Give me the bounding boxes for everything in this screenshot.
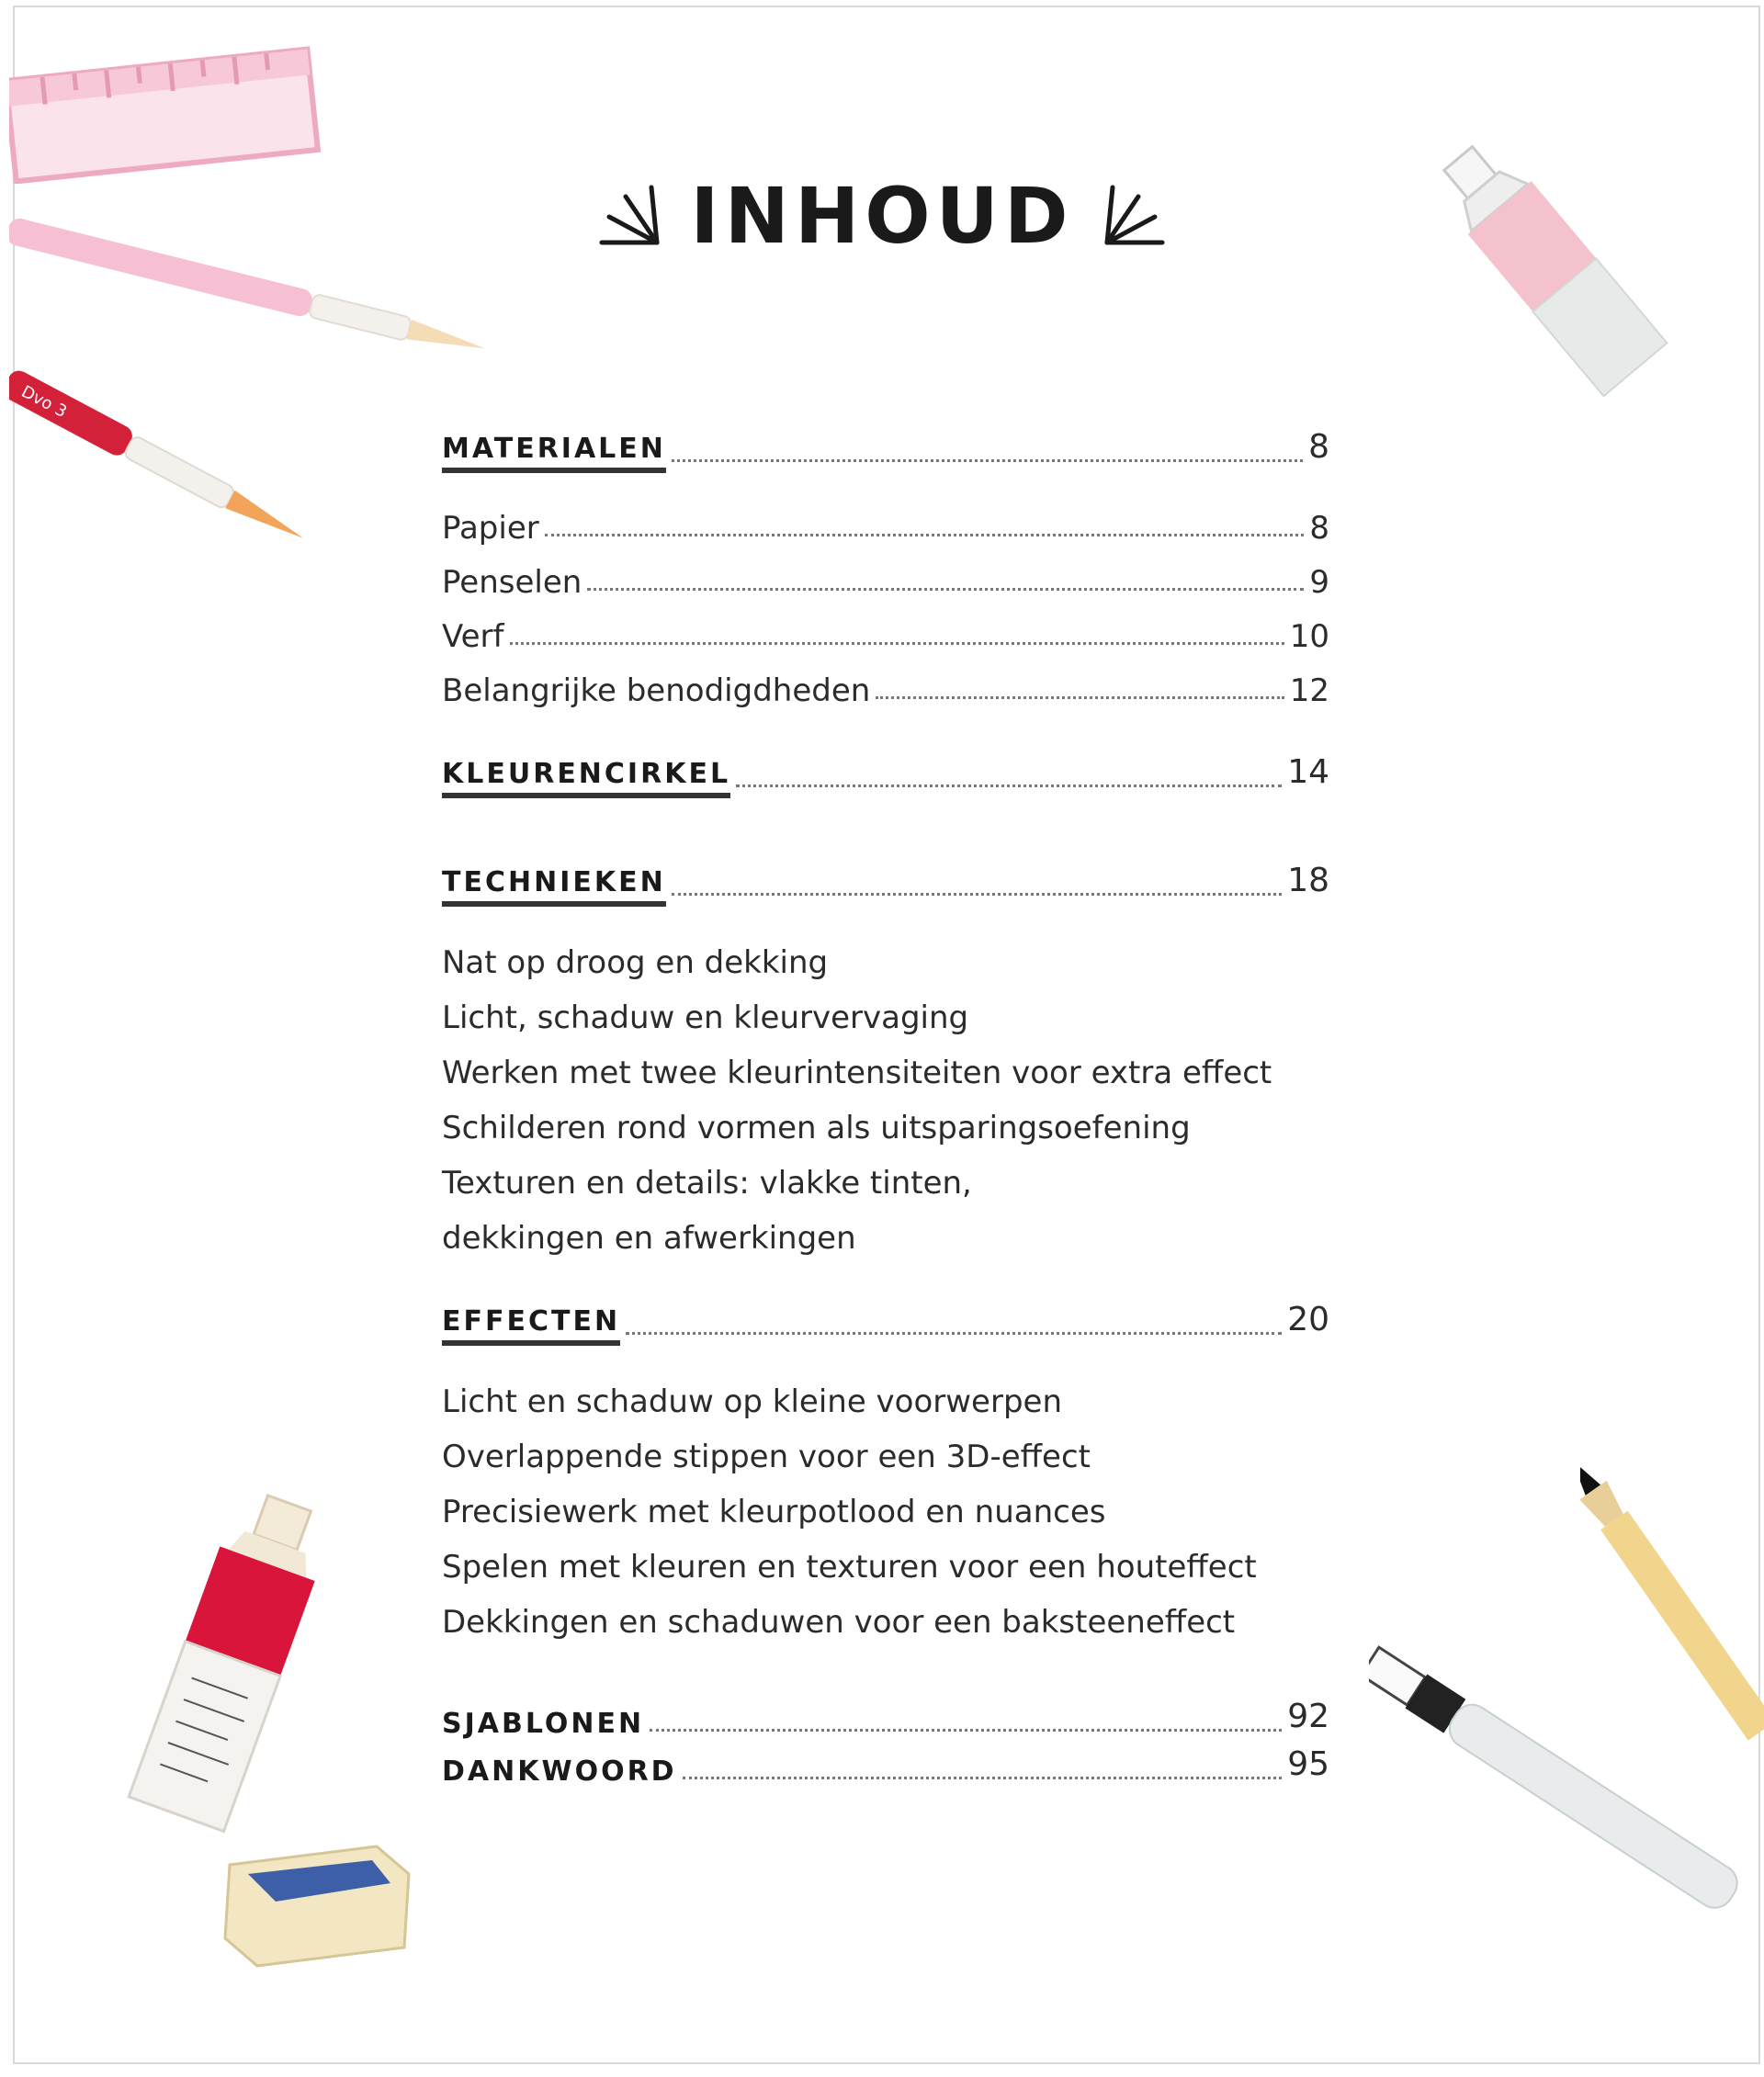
toc-section-sjablonen[interactable] bbox=[442, 1695, 1329, 1743]
section-title: SJABLONEN bbox=[442, 1708, 645, 1740]
toc-entry[interactable] bbox=[442, 493, 1329, 547]
entry-label: Texturen en details: vlakke tinten, bbox=[442, 1165, 972, 1202]
water-brush-illustration bbox=[1369, 1626, 1764, 1929]
dot-leader bbox=[545, 533, 1305, 536]
svg-text:Dvo 3: Dvo 3 bbox=[17, 381, 71, 423]
toc-section-technieken[interactable] bbox=[442, 852, 1329, 907]
red-brush-illustration bbox=[9, 358, 349, 560]
entry-label: Precisiewerk met kleurpotlood en nuances bbox=[442, 1494, 1106, 1531]
toc-section-kleurencirkel[interactable] bbox=[442, 743, 1329, 798]
section-title: EFFECTEN bbox=[442, 1306, 620, 1346]
entry-label: Nat op droog en dekking bbox=[442, 944, 829, 982]
toc-entry[interactable] bbox=[442, 547, 1329, 602]
dot-leader bbox=[650, 1728, 1282, 1732]
paint-pan-illustration bbox=[220, 1837, 423, 1975]
toc-section-dankwoord[interactable] bbox=[442, 1743, 1329, 1790]
table-of-contents bbox=[442, 418, 1329, 1790]
toc-section-effecten[interactable] bbox=[442, 1291, 1329, 1346]
page-number: 92 bbox=[1287, 1698, 1329, 1736]
toc-entry[interactable] bbox=[442, 602, 1329, 656]
section-title: TECHNIEKEN bbox=[442, 867, 666, 907]
toc-entry[interactable] bbox=[442, 1037, 1329, 1092]
toc-entry[interactable] bbox=[442, 1586, 1329, 1642]
page-number: 12 bbox=[1289, 672, 1329, 709]
toc-entry[interactable] bbox=[442, 982, 1329, 1037]
entry-label: Belangrijke benodigdheden bbox=[442, 672, 871, 710]
section-title: MATERIALEN bbox=[442, 434, 666, 473]
toc-entry[interactable] bbox=[442, 1531, 1329, 1586]
red-paint-tube-illustration bbox=[92, 1493, 368, 1842]
entry-label: Verf bbox=[442, 618, 504, 656]
entry-label: Licht en schaduw op kleine voorwerpen bbox=[442, 1383, 1063, 1421]
page-header bbox=[0, 161, 1764, 271]
page-number: 8 bbox=[1308, 428, 1329, 467]
entry-label: Penselen bbox=[442, 564, 582, 602]
toc-entry[interactable] bbox=[442, 1366, 1329, 1421]
toc-entry[interactable] bbox=[442, 1421, 1329, 1476]
dot-leader bbox=[672, 892, 1282, 896]
toc-entry[interactable] bbox=[442, 1202, 1329, 1258]
toc-entry[interactable] bbox=[442, 927, 1329, 982]
page-number: 20 bbox=[1287, 1301, 1329, 1339]
page-number: 14 bbox=[1287, 753, 1329, 792]
page-number: 10 bbox=[1289, 617, 1329, 655]
entry-label: dekkingen en afwerkingen bbox=[442, 1220, 856, 1258]
section-title: KLEURENCIRKEL bbox=[442, 759, 730, 798]
page-number: 8 bbox=[1309, 509, 1329, 547]
burst-left-icon bbox=[598, 184, 662, 248]
dot-leader bbox=[510, 641, 1284, 645]
dot-leader bbox=[876, 695, 1283, 699]
toc-section-materialen[interactable] bbox=[442, 418, 1329, 473]
entry-label: Werken met twee kleurintensiteiten voor extra effect bbox=[442, 1055, 1272, 1092]
section-title: DANKWOORD bbox=[442, 1755, 677, 1788]
page-title: INHOUD bbox=[690, 171, 1074, 261]
toc-entry[interactable] bbox=[442, 656, 1329, 710]
burst-right-icon bbox=[1102, 184, 1166, 248]
entry-label: Licht, schaduw en kleurvervaging bbox=[442, 999, 969, 1037]
entry-label: Schilderen rond vormen als uitsparingsoefening bbox=[442, 1110, 1191, 1147]
entry-label: Papier bbox=[442, 510, 539, 547]
entry-label: Dekkingen en schaduwen voor een baksteeneffect bbox=[442, 1604, 1236, 1642]
dot-leader bbox=[626, 1331, 1282, 1335]
dot-leader bbox=[736, 784, 1282, 787]
page-number: 18 bbox=[1287, 862, 1329, 900]
toc-entry[interactable] bbox=[442, 1147, 1329, 1202]
toc-entry[interactable] bbox=[442, 1092, 1329, 1147]
dot-leader bbox=[672, 458, 1303, 462]
page-number: 95 bbox=[1287, 1745, 1329, 1784]
entry-label: Spelen met kleuren en texturen voor een houteffect bbox=[442, 1549, 1257, 1586]
entry-label: Overlappende stippen voor een 3D-effect bbox=[442, 1439, 1091, 1476]
toc-entry[interactable] bbox=[442, 1476, 1329, 1531]
dot-leader bbox=[683, 1776, 1283, 1779]
dot-leader bbox=[587, 587, 1304, 591]
page-number: 9 bbox=[1309, 563, 1329, 601]
